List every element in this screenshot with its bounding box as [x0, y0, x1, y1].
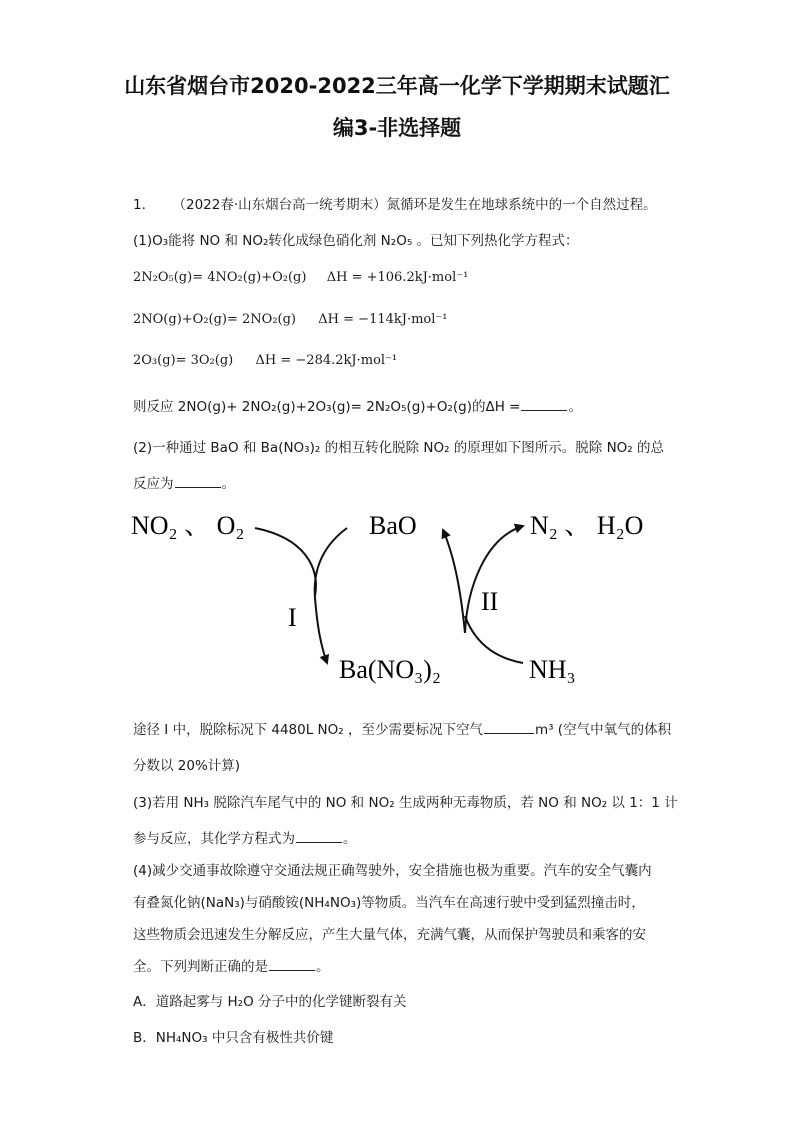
- equation-2-enthalpy: ΔH = −114kJ·mol⁻¹: [318, 312, 448, 327]
- punctuation: 。: [316, 959, 330, 975]
- part-1-question: [133, 395, 582, 415]
- answer-blank[interactable]: [175, 475, 221, 488]
- answer-blank[interactable]: [269, 958, 315, 971]
- arrow-reactants-in: [255, 528, 316, 596]
- part-2-line-2-text: 反应为: [133, 476, 174, 492]
- label-path-1: I: [288, 603, 297, 632]
- part-2-line-1: (2)一种通过 BaO 和 Ba(NO₃)₂ 的相互转化脱除 NO₂ 的原理如下图所示。脱除 NO₂ 的总: [133, 440, 665, 456]
- page-title-line1: 山东省烟台市2020-2022三年高一化学下学期期末试题汇: [124, 74, 670, 98]
- arrow-nh3-in: [465, 616, 523, 663]
- answer-blank[interactable]: [521, 398, 567, 411]
- part-3-line-2-text: 参与反应，其化学方程式为: [133, 831, 295, 847]
- label-nh3: NH₃: [529, 655, 576, 684]
- part-4-line-4-text: 全。下列判断正确的是: [133, 959, 268, 975]
- part-2-question-line-2: 分数以 20%计算): [133, 758, 241, 774]
- answer-blank[interactable]: [296, 830, 342, 843]
- equation-3-formula: 2O₃(g)= 3O₂(g): [133, 353, 234, 368]
- part-3-line-1: (3)若用 NH₃ 脱除汽车尾气中的 NO 和 NO₂ 生成两种无毒物质，若 NO 和 NO₂ 以 1：1 计: [133, 795, 678, 811]
- equation-2: [133, 312, 448, 327]
- bao-cycle-diagram: [125, 498, 665, 698]
- label-reactants: NO₂ 、 O₂: [131, 511, 245, 540]
- question-intro-text: （2022春·山东烟台高一统考期末）氮循环是发生在地球系统中的一个自然过程。: [172, 197, 657, 213]
- equation-1-formula: 2N₂O₅(g)= 4NO₂(g)+O₂(g): [133, 270, 307, 285]
- part-2-question-line-1: [133, 718, 671, 738]
- equation-2-formula: 2NO(g)+O₂(g)= 2NO₂(g): [133, 312, 297, 327]
- option-b: B．NH₄NO₃ 中只含有极性共价键: [133, 1030, 334, 1046]
- punctuation: 。: [343, 831, 357, 847]
- equation-3-enthalpy: ΔH = −284.2kJ·mol⁻¹: [255, 353, 398, 368]
- label-products: N₂ 、 H₂O: [530, 511, 644, 540]
- answer-blank[interactable]: [484, 721, 534, 734]
- label-bao: BaO: [369, 511, 417, 540]
- question-1-intro: [133, 193, 657, 213]
- equation-1-enthalpy: ΔH = +106.2kJ·mol⁻¹: [326, 270, 469, 285]
- arrow-path-2-to-bao: [443, 530, 465, 633]
- part-4-line-2: 有叠氮化钠(NaN₃)与硝酸铵(NH₄NO₃)等物质。当汽车在高速行驶中受到猛烈撞击时，: [133, 895, 645, 911]
- punctuation: 。: [221, 476, 235, 492]
- arrow-path-1: [315, 528, 347, 663]
- part-2-question-text-tail: m³ (空气中氧气的体积: [534, 722, 672, 738]
- part-2-question-text: 途径 I 中，脱除标况下 4480L NO₂ ，至少需要标况下空气: [133, 722, 483, 738]
- part-4-line-3: 这些物质会迅速发生分解反应，产生大量气体，充满气囊，从而保护驾驶员和乘客的安: [133, 927, 646, 943]
- part-2-line-2: [133, 472, 235, 492]
- arrow-path-2-to-products: [465, 526, 523, 633]
- part-4-line-1: (4)减少交通事故除遵守交通法规正确驾驶外，安全措施也极为重要。汽车的安全气囊内: [133, 863, 652, 879]
- option-a: A．道路起雾与 H₂O 分子中的化学键断裂有关: [133, 994, 407, 1010]
- punctuation: 。: [568, 399, 582, 415]
- equation-1: [133, 270, 468, 285]
- part-1-text: (1)O₃能将 NO 和 NO₂转化成绿色硝化剂 N₂O₅ 。已知下列热化学方程式：: [133, 233, 579, 249]
- page-title-line2: 编3-非选择题: [332, 116, 462, 140]
- part-1-question-text: 则反应 2NO(g)+ 2NO₂(g)+2O₃(g)= 2N₂O₅(g)+O₂(g)的ΔH =: [133, 399, 521, 415]
- question-number: 1.: [133, 197, 146, 213]
- label-path-2: II: [481, 587, 499, 616]
- label-ba-nitrate: Ba(NO₃)₂: [339, 655, 441, 684]
- part-3-line-2: [133, 827, 357, 847]
- part-4-line-4: [133, 955, 330, 975]
- equation-3: [133, 353, 397, 368]
